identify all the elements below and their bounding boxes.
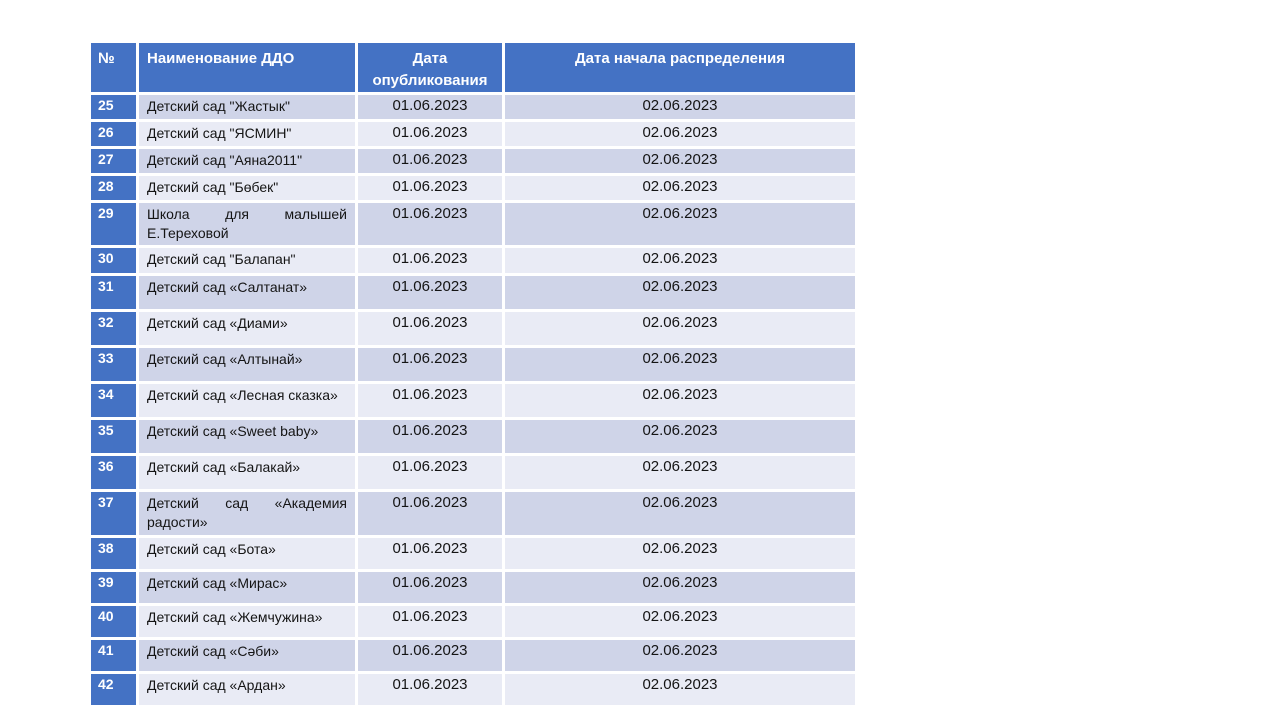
ddo-name-cell: Детский сад "Жастык" xyxy=(138,93,357,120)
ddo-name-cell: Детский сад "Балапан" xyxy=(138,247,357,275)
publication-date-cell: 01.06.2023 xyxy=(357,419,504,455)
distribution-start-date-cell: 02.06.2023 xyxy=(504,491,857,537)
ddo-name-cell: Детский сад «Бота» xyxy=(138,536,357,570)
row-number-cell: 33 xyxy=(90,347,138,383)
row-number-cell: 28 xyxy=(90,174,138,201)
publication-date-cell: 01.06.2023 xyxy=(357,638,504,672)
distribution-start-date-cell: 02.06.2023 xyxy=(504,536,857,570)
distribution-start-date-cell: 02.06.2023 xyxy=(504,570,857,604)
distribution-start-date-cell: 02.06.2023 xyxy=(504,275,857,311)
ddo-name-cell: Детский сад «Алтынай» xyxy=(138,347,357,383)
row-number-cell: 40 xyxy=(90,604,138,638)
row-number-cell: 35 xyxy=(90,419,138,455)
ddo-name-cell: Школа для малышей Е.Тереховой xyxy=(138,201,357,247)
distribution-start-date-cell: 02.06.2023 xyxy=(504,120,857,147)
distribution-start-date-cell: 02.06.2023 xyxy=(504,672,857,706)
row-number-cell: 29 xyxy=(90,201,138,247)
row-number-cell: 30 xyxy=(90,247,138,275)
table-row xyxy=(90,174,857,201)
ddo-name-cell: Детский сад «Академия радости» xyxy=(138,491,357,537)
distribution-start-date-cell: 02.06.2023 xyxy=(504,147,857,174)
table-row xyxy=(90,672,857,706)
row-number-cell: 34 xyxy=(90,383,138,419)
distribution-start-date-cell: 02.06.2023 xyxy=(504,383,857,419)
ddo-name-cell: Детский сад «Sweet baby» xyxy=(138,419,357,455)
distribution-start-date-cell: 02.06.2023 xyxy=(504,174,857,201)
header-cell-distribution-start-date: Дата начала распределения xyxy=(504,42,857,94)
ddo-name-cell: Детский сад «Диами» xyxy=(138,311,357,347)
table-row xyxy=(90,120,857,147)
distribution-start-date-cell: 02.06.2023 xyxy=(504,347,857,383)
table-row xyxy=(90,419,857,455)
table-row xyxy=(90,347,857,383)
header-cell-ddo-name: Наименование ДДО xyxy=(138,42,357,94)
row-number-cell: 26 xyxy=(90,120,138,147)
ddo-name-cell: Детский сад «Сәби» xyxy=(138,638,357,672)
table-row xyxy=(90,638,857,672)
distribution-start-date-cell: 02.06.2023 xyxy=(504,93,857,120)
row-number-cell: 42 xyxy=(90,672,138,706)
table-row xyxy=(90,536,857,570)
row-number-cell: 41 xyxy=(90,638,138,672)
table-row xyxy=(90,455,857,491)
table-header xyxy=(90,42,857,94)
ddo-distribution-table xyxy=(88,40,858,708)
table-row xyxy=(90,201,857,247)
ddo-name-cell: Детский сад «Балакай» xyxy=(138,455,357,491)
publication-date-cell: 01.06.2023 xyxy=(357,536,504,570)
table-body xyxy=(90,93,857,706)
table-row xyxy=(90,247,857,275)
publication-date-cell: 01.06.2023 xyxy=(357,491,504,537)
row-number-cell: 32 xyxy=(90,311,138,347)
header-cell-publication-date: Дата опубликования xyxy=(357,42,504,94)
distribution-start-date-cell: 02.06.2023 xyxy=(504,247,857,275)
table-row xyxy=(90,491,857,537)
publication-date-cell: 01.06.2023 xyxy=(357,247,504,275)
distribution-start-date-cell: 02.06.2023 xyxy=(504,311,857,347)
ddo-name-cell: Детский сад «Жемчужина» xyxy=(138,604,357,638)
publication-date-cell: 01.06.2023 xyxy=(357,347,504,383)
row-number-cell: 38 xyxy=(90,536,138,570)
publication-date-cell: 01.06.2023 xyxy=(357,275,504,311)
ddo-name-cell: Детский сад «Мирас» xyxy=(138,570,357,604)
row-number-cell: 39 xyxy=(90,570,138,604)
table-row xyxy=(90,147,857,174)
ddo-name-cell: Детский сад "ЯСМИН" xyxy=(138,120,357,147)
ddo-name-cell: Детский сад «Лесная сказка» xyxy=(138,383,357,419)
row-number-cell: 36 xyxy=(90,455,138,491)
ddo-name-cell: Детский сад «Ардан» xyxy=(138,672,357,706)
distribution-start-date-cell: 02.06.2023 xyxy=(504,604,857,638)
publication-date-cell: 01.06.2023 xyxy=(357,201,504,247)
header-row xyxy=(90,42,857,94)
ddo-name-cell: Детский сад «Салтанат» xyxy=(138,275,357,311)
row-number-cell: 37 xyxy=(90,491,138,537)
header-cell-number: № xyxy=(90,42,138,94)
table-row xyxy=(90,275,857,311)
row-number-cell: 25 xyxy=(90,93,138,120)
distribution-start-date-cell: 02.06.2023 xyxy=(504,201,857,247)
publication-date-cell: 01.06.2023 xyxy=(357,604,504,638)
row-number-cell: 27 xyxy=(90,147,138,174)
table-row xyxy=(90,570,857,604)
publication-date-cell: 01.06.2023 xyxy=(357,672,504,706)
table-row xyxy=(90,383,857,419)
publication-date-cell: 01.06.2023 xyxy=(357,383,504,419)
distribution-start-date-cell: 02.06.2023 xyxy=(504,638,857,672)
distribution-start-date-cell: 02.06.2023 xyxy=(504,455,857,491)
ddo-name-cell: Детский сад "Аяна2011" xyxy=(138,147,357,174)
publication-date-cell: 01.06.2023 xyxy=(357,120,504,147)
publication-date-cell: 01.06.2023 xyxy=(357,147,504,174)
table-row xyxy=(90,311,857,347)
row-number-cell: 31 xyxy=(90,275,138,311)
ddo-name-cell: Детский сад "Бөбек" xyxy=(138,174,357,201)
publication-date-cell: 01.06.2023 xyxy=(357,93,504,120)
publication-date-cell: 01.06.2023 xyxy=(357,174,504,201)
table-row xyxy=(90,93,857,120)
publication-date-cell: 01.06.2023 xyxy=(357,570,504,604)
publication-date-cell: 01.06.2023 xyxy=(357,455,504,491)
table-row xyxy=(90,604,857,638)
distribution-start-date-cell: 02.06.2023 xyxy=(504,419,857,455)
publication-date-cell: 01.06.2023 xyxy=(357,311,504,347)
